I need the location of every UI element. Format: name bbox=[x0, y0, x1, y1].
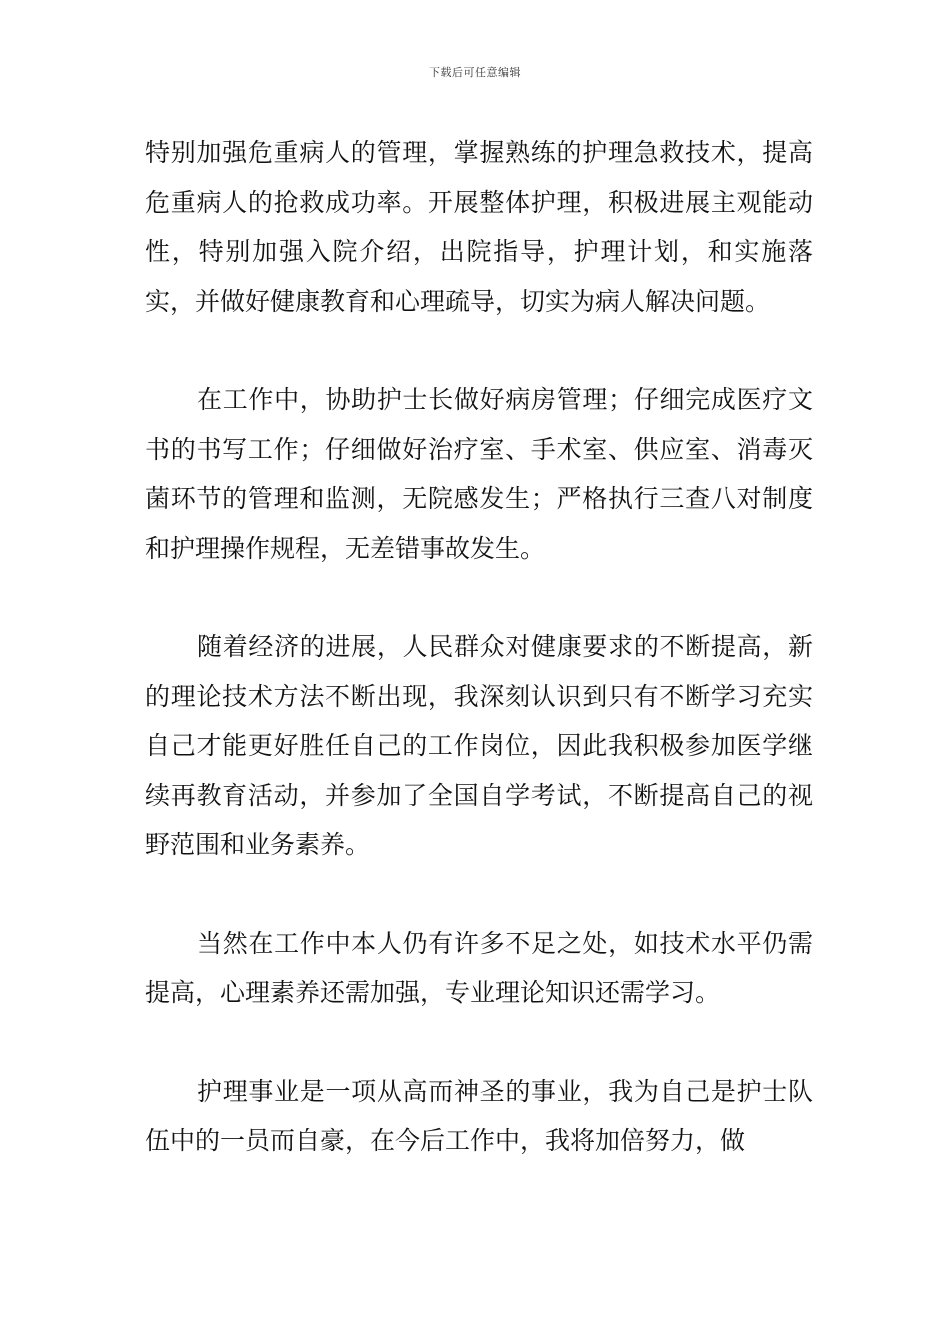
paragraph-ward-management: 在工作中，协助护士长做好病房管理；仔细完成医疗文书的书写工作；仔细做好治疗室、手术室、供应室、消毒灭菌环节的管理和监测，无院感发生；严格执行三查八对制度和护理操作规程，无差错事故发生。 bbox=[145, 385, 813, 563]
paragraph-continuation: 特别加强危重病人的管理，掌握熟练的护理急救技术，提高危重病人的抢救成功率。开展整体护理，积极进展主观能动性，特别加强入院介绍，出院指导，护理计划，和实施落实，并做好健康教育和心理疏导，切实为病人解决问题。 bbox=[145, 138, 813, 316]
page-header: 下载后可任意编辑 bbox=[429, 66, 521, 79]
paragraph-nursing-career: 护理事业是一项从高而神圣的事业，我为自己是护士队伍中的一员而自豪，在今后工作中，我将加倍努力，做 bbox=[145, 1076, 813, 1155]
paragraph-continuing-education: 随着经济的进展，人民群众对健康要求的不断提高，新的理论技术方法不断出现，我深刻认识到只有不断学习充实自己才能更好胜任自己的工作岗位，因此我积极参加医学继续再教育活动，并参加了全国自学考试，不断提高自己的视野范围和业务素养。 bbox=[145, 632, 813, 859]
paragraph-shortcomings: 当然在工作中本人仍有许多不足之处，如技术水平仍需提高，心理素养还需加强，专业理论知识还需学习。 bbox=[145, 928, 813, 1007]
document-body bbox=[145, 128, 813, 1215]
